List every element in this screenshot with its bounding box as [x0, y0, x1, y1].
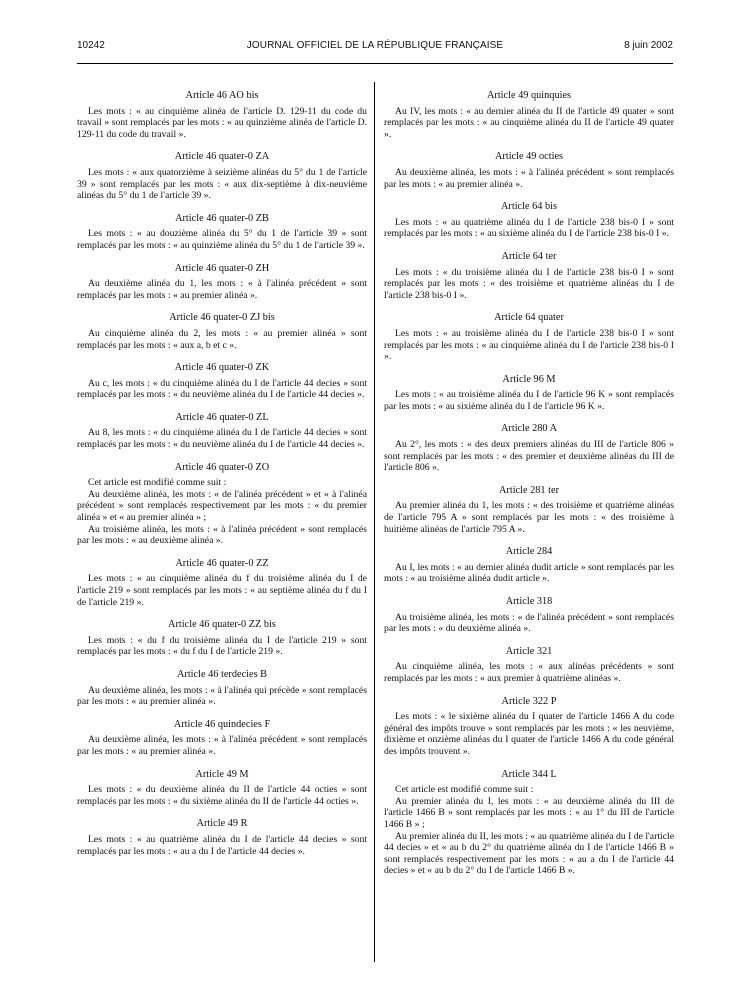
header-rule: [77, 63, 673, 64]
article-title: Article 46 quater-0 ZK: [174, 362, 270, 374]
page-header: [77, 40, 673, 58]
article-block: [384, 423, 674, 473]
article-title: Article 322 P: [501, 695, 557, 707]
article-title: Article 46 quater-0 ZL: [175, 411, 269, 423]
article-paragraph: Au IV, les mots : « au dernier alinéa du II de l'article 49 quater » sont remplacés par les mots : « au cinquième alinéa du II de l'article 49 quater ».: [384, 105, 674, 140]
article-title: Article 46 quater-0 ZB: [175, 212, 269, 224]
article-paragraph: Les mots : « du deuxième alinéa du II de l'article 44 octies » sont remplacés par les mots : « du sixième alinéa du II de l'article 44 octies ».: [77, 784, 367, 807]
article-paragraph: Au deuxième alinéa, les mots : « à l'alinéa précédent » sont remplacés par les mots : « au premier alinéa ».: [77, 734, 367, 757]
article-block: [77, 312, 367, 351]
article-block: [384, 151, 674, 190]
article-title: Article 46 AO bis: [185, 90, 259, 101]
article-block: [384, 251, 674, 301]
article-title: Article 96 M: [502, 373, 556, 385]
article-title: Article 321: [505, 645, 553, 657]
article-title: Article 64 ter: [501, 250, 557, 262]
article-title: Article 46 quater-0 ZA: [174, 151, 270, 163]
article-paragraph: Au deuxième alinéa, les mots : « à l'alinéa précédent » sont remplacés par les mots : « au premier alinéa ».: [384, 166, 674, 190]
column-divider: [374, 82, 375, 962]
article-paragraph: Au deuxième alinéa du 1, les mots : « à l'alinéa précédent » sont remplacés par les mots : « au premier alinéa ».: [77, 278, 367, 301]
article-block: [77, 669, 367, 708]
article-title: Article 49 quinquies: [486, 90, 572, 101]
article-block: [384, 312, 674, 362]
article-paragraph: Au premier alinéa du I, les mots : « au deuxième alinéa du III de l'article 1466 B » sont remplacés par les mots : « au 1° du III de l'article 1466 B » ;: [384, 795, 674, 830]
article-title: Article 46 quater-0 ZZ bis: [168, 619, 276, 631]
article-block: [384, 374, 674, 413]
article-paragraph: Au cinquième alinéa du 2, les mots : « au premier alinéa » sont remplacés par les mots : « aux a, b et c ».: [77, 327, 367, 351]
article-paragraph: Au cinquième alinéa, les mots : « aux alinéas précédents » sont remplacés par les mots : « aux premier à quatrième alinéas ».: [384, 661, 674, 684]
article-block: [384, 696, 674, 758]
article-block: [77, 818, 367, 857]
article-paragraph: Les mots : « au cinquième alinéa du f du troisième alinéa du I de l'article 219 » sont remplacés par les mots : « au septième alinéa du f du I de l'article 219 ».: [77, 573, 367, 608]
article-paragraph: Au deuxième alinéa, les mots : « de l'alinéa précédent » et « à l'alinéa précédent » sont remplacés respectivement par les mots : « du premier alinéa » et « au premier alinéa » ;: [77, 488, 367, 524]
article-block: [77, 151, 367, 201]
article-title: Article 64 bis: [500, 201, 558, 213]
article-title: Article 64 quater: [494, 312, 564, 324]
article-block: [384, 646, 674, 685]
article-block: [77, 462, 367, 547]
article-paragraph: Cet article est modifié comme suit :: [395, 784, 534, 796]
article-title: Article 46 quater-0 ZJ bis: [169, 312, 275, 324]
article-title: Article 281 ter: [498, 484, 560, 496]
right-column: [384, 90, 674, 888]
article-block: [77, 412, 367, 451]
article-paragraph: Les mots : « aux quatorzième à seizième alinéas du 5° du 1 de l'article 39 » sont remplacés par les mots : « aux dix-septième à dix-neuvième alinéas du 5° du 1 de l'article 39 ».: [77, 166, 367, 202]
article-paragraph: Les mots : « le sixième alinéa du I quater de l'article 1466 A du code général des impôts trouve » sont remplacés par les mots : « les neuvième, dixième et onzième alinéas du I quater de l'article 1466 A du code général des impôts trouvent ».: [384, 711, 674, 757]
article-paragraph: Au 8, les mots : « du cinquième alinéa du I de l'article 44 decies » sont remplacés par les mots : « du neuvième alinéa du I de l'article 44 decies ».: [77, 427, 367, 451]
article-block: [77, 263, 367, 302]
article-block: [384, 596, 674, 635]
article-title: Article 46 quater-0 ZZ: [175, 557, 269, 569]
article-paragraph: Au troisième alinéa, les mots : « à l'alinéa précédent » sont remplacés par les mots : « au deuxième alinéa ».: [77, 523, 367, 547]
article-paragraph: Au 2°, les mots : « des deux premiers alinéas du III de l'article 806 » sont remplacés par les mots : « des premier et deuxième alinéas du III de l'article 806 ».: [384, 439, 674, 474]
article-paragraph: Les mots : « au quatrième alinéa du I de l'article 44 decies » sont remplacés par les mots : « au a du I de l'article 44 decies ».: [77, 833, 367, 857]
article-title: Article 284: [505, 546, 553, 558]
article-paragraph: Au c, les mots : « du cinquième alinéa du I de l'article 44 decies » sont remplacés par les mots : « du neuvième alinéa du I de l'article 44 decies ».: [77, 377, 367, 401]
article-title: Article 46 terdecies B: [176, 668, 268, 680]
article-block: [77, 558, 367, 608]
left-column: [77, 90, 367, 868]
article-block: [77, 619, 367, 658]
article-paragraph: Au deuxième alinéa, les mots : « à l'alinéa qui précède » sont remplacés par les mots : « au premier alinéa ».: [77, 684, 367, 708]
article-block: [384, 546, 674, 585]
article-block: [384, 485, 674, 535]
article-paragraph: Au I, les mots : « au dernier alinéa dudit article » sont remplacés par les mots : « au troisième alinéa dudit article ».: [384, 561, 674, 585]
article-paragraph: Les mots : « au troisième alinéa du I de l'article 96 K » sont remplacés par les mots : « au sixième alinéa du I de l'article 96 K ».: [384, 389, 674, 412]
article-paragraph: Les mots : « au quatrième alinéa du I de l'article 238 bis-0 I » sont remplacés par les mots : « au sixième alinéa du I de l'article 238 bis-0 I ».: [384, 216, 674, 240]
article-paragraph: Les mots : « au troisième alinéa du I de l'article 238 bis-0 I » sont remplacés par les mots : « au cinquième alinéa du I de l'article 238 bis-0 I ».: [384, 327, 674, 363]
article-title: Article 49 octies: [494, 151, 564, 163]
article-block: [384, 90, 674, 140]
article-block: [77, 769, 367, 808]
journal-title: JOURNAL OFFICIEL DE LA RÉPUBLIQUE FRANÇAISE: [246, 40, 504, 51]
article-paragraph: Les mots : « au douzième alinéa du 5° du 1 de l'article 39 » sont remplacés par les mots : « au quinzième alinéa du 5° du 1 de l'article 39 ».: [77, 228, 367, 251]
article-title: Article 46 quater-0 ZO: [174, 461, 270, 473]
article-block: [77, 362, 367, 401]
article-title: Article 344 L: [501, 768, 557, 780]
article-paragraph: Les mots : « au cinquième alinéa de l'article D. 129-11 du code du travail » sont remplacés par les mots : « au quinzième alinéa de l'article D. 129-11 du code du travail ».: [77, 105, 367, 140]
article-paragraph: Au premier alinéa du II, les mots : « au quatrième alinéa du I de l'article 44 decies » et « au b du 2° du quatrième alinéa du I de l'article 1466 B » sont remplacés respectivement par les mots : « au a du I de l'article 44 decies » et « au b du 2° du I de l'article 1466 B ».: [384, 830, 674, 877]
article-paragraph: Au premier alinéa du 1, les mots : « des troisième et quatrième alinéas de l'article 795 A » sont remplacés par les mots : « des troisième à huitième alinéas de l'article 795 A ».: [384, 500, 674, 535]
article-paragraph: Cet article est modifié comme suit :: [88, 477, 227, 489]
article-block: [77, 719, 367, 758]
article-block: [384, 769, 674, 877]
article-title: Article 46 quindecies F: [173, 718, 271, 730]
article-block: [77, 90, 367, 140]
article-block: [77, 213, 367, 252]
article-title: Article 49 R: [196, 818, 248, 830]
article-title: Article 318: [505, 596, 553, 607]
article-title: Article 49 M: [195, 768, 249, 780]
page-number: 10242: [77, 40, 105, 51]
article-paragraph: Au troisième alinéa, les mots : « de l'alinéa précédent » sont remplacés par les mots : « du deuxième alinéa ».: [384, 611, 674, 635]
article-paragraph: Les mots : « du troisième alinéa du I de l'article 238 bis-0 I » sont remplacés par les mots : « des troisième et quatrième alinéas du I de l'article 238 bis-0 I ».: [384, 266, 674, 301]
issue-date: 8 juin 2002: [624, 40, 673, 51]
article-paragraph: Les mots : « du f du troisième alinéa du I de l'article 219 » sont remplacés par les mots : « du f du I de l'article 219 ».: [77, 634, 367, 658]
article-block: [384, 201, 674, 240]
article-title: Article 46 quater-0 ZH: [174, 262, 270, 274]
article-title: Article 280 A: [500, 423, 558, 435]
